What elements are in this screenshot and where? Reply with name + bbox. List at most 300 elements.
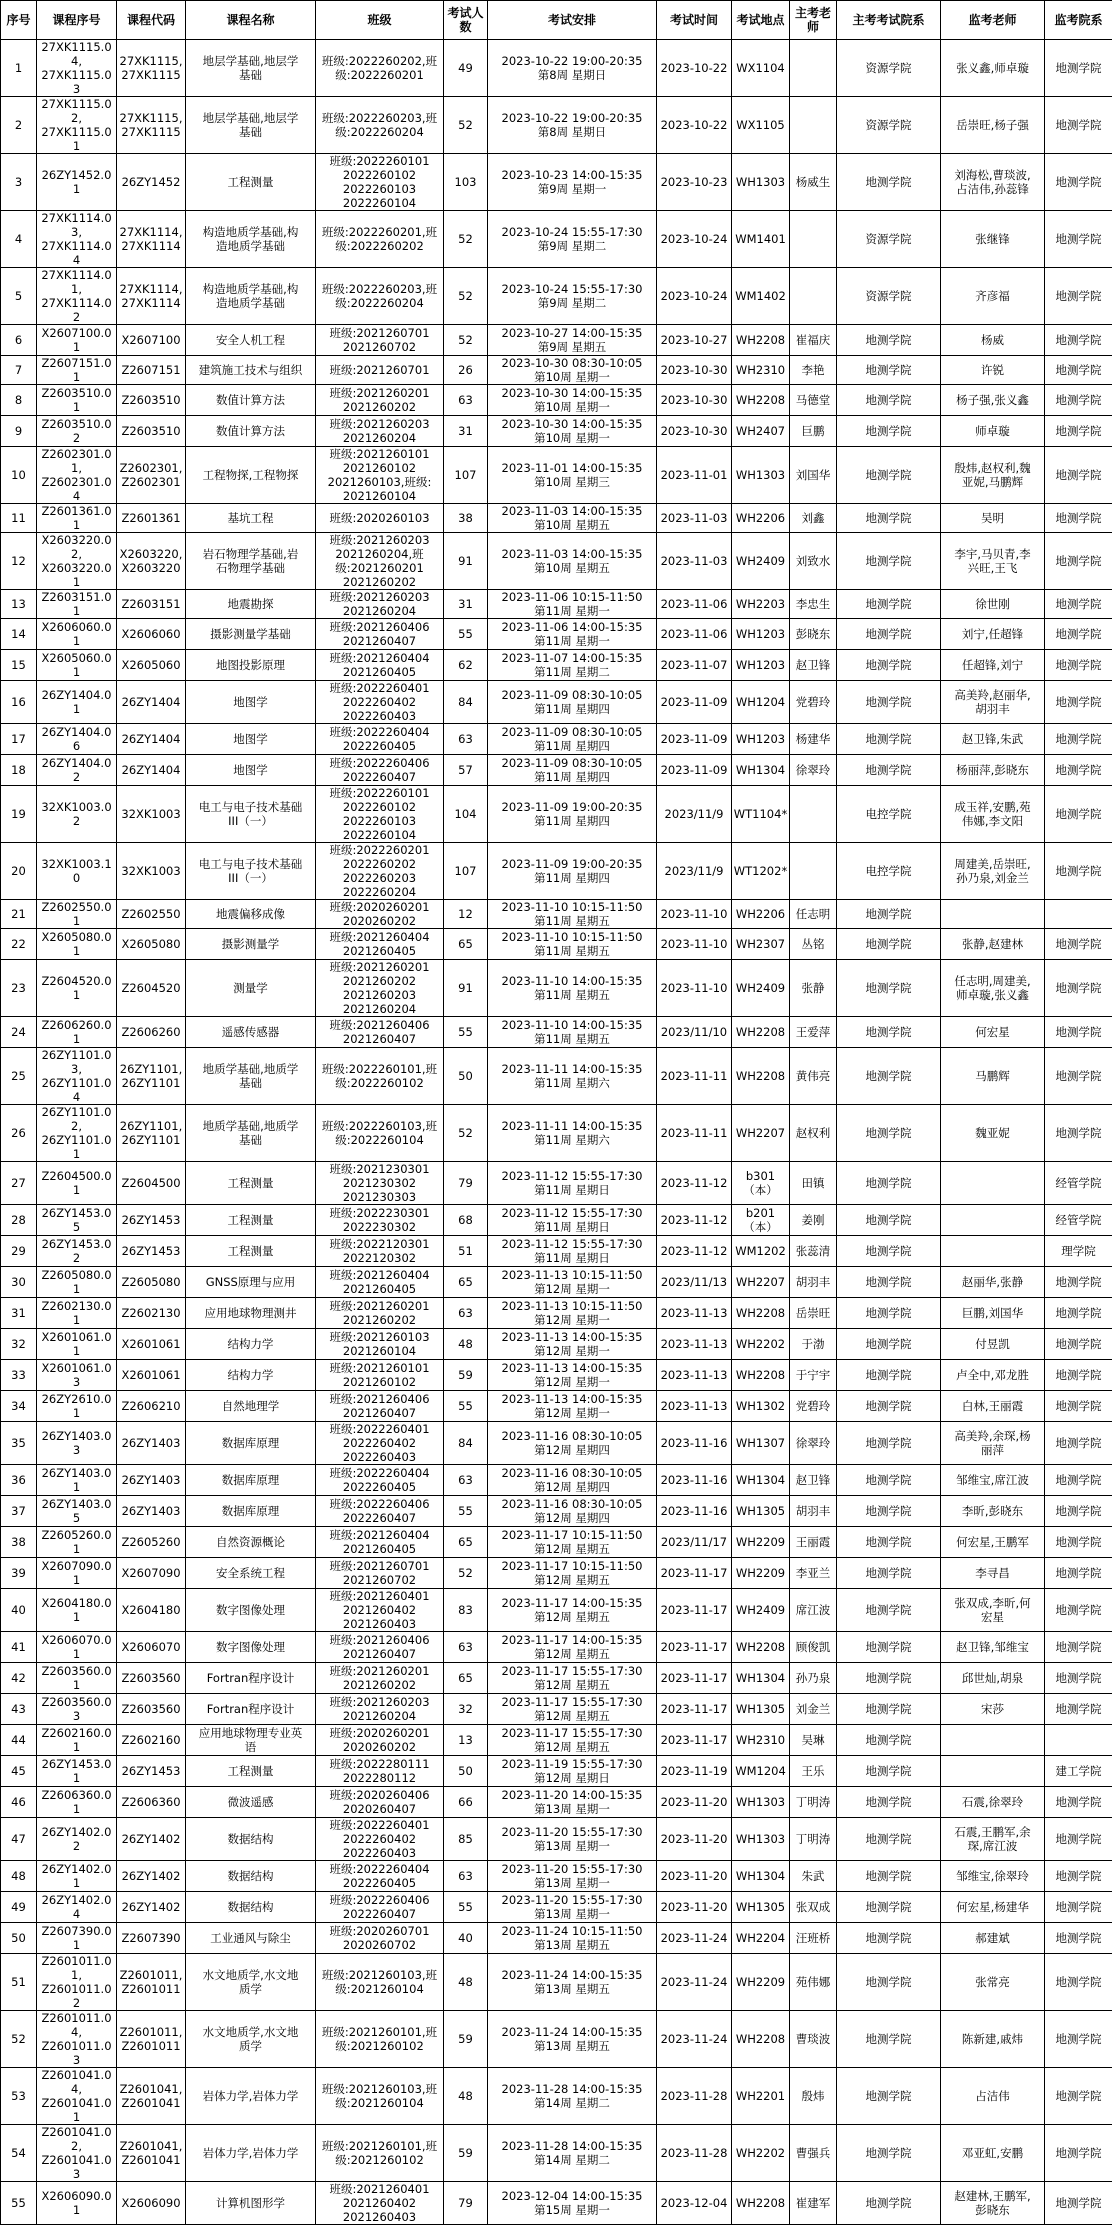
student-count-cell: [444, 1527, 488, 1558]
exam-room: WH1303: [733, 1832, 788, 1846]
exam-room-cell: [732, 1725, 790, 1756]
exam-schedule-cell: [488, 1787, 657, 1818]
exam-schedule: 2023-11-24 10:15-11:50 第13周 星期五: [489, 1924, 655, 1952]
invigilators: 任志明,周建美, 师卓璇,张义鑫: [942, 974, 1043, 1002]
exam-date: 2023-11-12: [658, 1176, 730, 1190]
course-code-cell: [117, 1589, 186, 1632]
exam-room: WX1105: [733, 118, 788, 132]
exam-date: 2023-11-28: [658, 2146, 730, 2160]
course-seq: 26ZY1404.06: [38, 725, 115, 753]
exam-date-cell: [657, 1360, 732, 1391]
col-header-exam-date-label: 考试时间: [658, 13, 730, 27]
course-seq: 32XK1003.10: [38, 857, 115, 885]
course-seq: X2605060.01: [38, 651, 115, 679]
chief-dept: 地测学院: [838, 1702, 939, 1716]
invigilator-dept: 地测学院: [1046, 1900, 1111, 1914]
class-list: 班级:2022260101 2022260102 2022260103 2022260104: [317, 786, 442, 842]
exam-date-cell: [657, 1892, 732, 1923]
invigilators: 许锐: [942, 363, 1043, 377]
class-list: 班级:2022260203,班 级:2022260204: [317, 111, 442, 139]
exam-room-cell: [732, 1818, 790, 1861]
table-row: [1, 2011, 1112, 2068]
exam-room-cell: [732, 1048, 790, 1105]
chief-examiner-cell: [790, 1663, 837, 1694]
course-name-cell: [186, 960, 316, 1017]
class-list-cell: [316, 2011, 444, 2068]
chief-examiner-cell: [790, 1465, 837, 1496]
table-row: [1, 1954, 1112, 2011]
course-code-cell: [117, 1017, 186, 1048]
student-count-cell: [444, 843, 488, 900]
row-index-cell: [1, 650, 37, 681]
course-seq-cell: [37, 325, 117, 356]
exam-room-cell: [732, 1787, 790, 1818]
course-code-cell: [117, 356, 186, 385]
chief-examiner-cell: [790, 416, 837, 447]
chief-dept-cell: [837, 755, 941, 786]
course-name: 地图学: [187, 763, 314, 777]
exam-date: 2023-10-22: [658, 118, 730, 132]
course-seq-cell: [37, 2182, 117, 2225]
exam-date: 2023/11/13: [658, 1275, 730, 1289]
student-count-cell: [444, 619, 488, 650]
chief-examiner-cell: [790, 900, 837, 929]
course-seq-cell: [37, 1527, 117, 1558]
invigilators: 李寻昌: [942, 1566, 1043, 1580]
exam-date: 2023-10-27: [658, 333, 730, 347]
invigilator-dept-cell: [1045, 1558, 1112, 1589]
exam-schedule: 2023-11-19 15:55-17:30 第12周 星期日: [489, 1757, 655, 1785]
invigilator-dept: 地测学院: [1046, 1025, 1111, 1039]
exam-room: WH2209: [733, 1566, 788, 1580]
course-seq-cell: [37, 619, 117, 650]
course-seq: 26ZY1403.01: [38, 1466, 115, 1494]
student-count-cell: [444, 1756, 488, 1787]
row-index-cell: [1, 533, 37, 590]
course-name: 地层学基础,地层学 基础: [187, 54, 314, 82]
student-count: 55: [445, 1025, 486, 1039]
exam-schedule-cell: [488, 1756, 657, 1787]
course-code: 26ZY1403: [118, 1504, 184, 1518]
course-code-cell: [117, 268, 186, 325]
student-count-cell: [444, 1298, 488, 1329]
course-code-cell: [117, 1725, 186, 1756]
course-code-cell: [117, 681, 186, 724]
invigilator-dept: 地测学院: [1046, 981, 1111, 995]
class-list-cell: [316, 1861, 444, 1892]
exam-schedule-cell: [488, 1558, 657, 1589]
col-header-exam-schedule: [488, 1, 657, 40]
exam-schedule: 2023-11-16 08:30-10:05 第12周 星期四: [489, 1466, 655, 1494]
table-row: [1, 1205, 1112, 1236]
invigilator-dept-cell: [1045, 356, 1112, 385]
course-code-cell: [117, 447, 186, 504]
class-list: 班级:2021260404 2021260405: [317, 651, 442, 679]
class-list: 班级:2021260701: [317, 363, 442, 377]
row-index-cell: [1, 1725, 37, 1756]
exam-date: 2023-11-13: [658, 1368, 730, 1382]
class-list: 班级:2021260103,班 级:2021260104: [317, 1968, 442, 1996]
course-name-cell: [186, 1923, 316, 1954]
student-count: 85: [445, 1832, 486, 1846]
table-row: [1, 1422, 1112, 1465]
row-index-cell: [1, 325, 37, 356]
exam-room: WH2407: [733, 424, 788, 438]
invigilator-dept-cell: [1045, 154, 1112, 211]
chief-examiner: 李亚兰: [791, 1566, 835, 1580]
exam-date: 2023/11/9: [658, 864, 730, 878]
row-index-cell: [1, 1465, 37, 1496]
exam-date: 2023-11-12: [658, 1244, 730, 1258]
chief-examiner: 党碧玲: [791, 1399, 835, 1413]
invigilators: 何宏星,杨建华: [942, 1900, 1043, 1914]
student-count: 52: [445, 289, 486, 303]
student-count: 68: [445, 1213, 486, 1227]
exam-schedule-cell: [488, 681, 657, 724]
invigilators-cell: [941, 1694, 1045, 1725]
exam-date: 2023-11-03: [658, 511, 730, 525]
exam-room-cell: [732, 385, 790, 416]
row-index-cell: [1, 1496, 37, 1527]
invigilators: 石震,王鹏军,余 琛,席江波: [942, 1825, 1043, 1853]
invigilator-dept-cell: [1045, 504, 1112, 533]
exam-schedule-cell: [488, 1422, 657, 1465]
course-code-cell: [117, 1818, 186, 1861]
course-seq-cell: [37, 1818, 117, 1861]
exam-schedule: 2023-10-30 08:30-10:05 第10周 星期一: [489, 356, 655, 384]
exam-date: 2023-11-10: [658, 981, 730, 995]
course-code-cell: [117, 755, 186, 786]
course-seq: 26ZY1453.05: [38, 1206, 115, 1234]
invigilators-cell: [941, 268, 1045, 325]
class-list: 班级:2021260103 2021260104: [317, 1330, 442, 1358]
invigilator-dept: 地测学院: [1046, 232, 1111, 246]
invigilator-dept: 地测学院: [1046, 1337, 1111, 1351]
exam-date: 2023-11-28: [658, 2089, 730, 2103]
chief-dept-cell: [837, 900, 941, 929]
exam-room: WH1303: [733, 468, 788, 482]
course-name-cell: [186, 843, 316, 900]
class-list-cell: [316, 1589, 444, 1632]
course-name-cell: [186, 929, 316, 960]
invigilator-dept: 地测学院: [1046, 2032, 1111, 2046]
course-code: Z2604500: [118, 1176, 184, 1190]
chief-examiner-cell: [790, 268, 837, 325]
course-code-cell: [117, 1632, 186, 1663]
chief-dept-cell: [837, 1162, 941, 1205]
class-list: 班级:2022260406 2022260407: [317, 1893, 442, 1921]
class-list-cell: [316, 1298, 444, 1329]
student-count: 103: [445, 175, 486, 189]
exam-schedule-cell: [488, 929, 657, 960]
chief-dept-cell: [837, 211, 941, 268]
invigilator-dept-cell: [1045, 1465, 1112, 1496]
table-row: [1, 900, 1112, 929]
chief-dept: 地测学院: [838, 1832, 939, 1846]
course-name: 工业通风与除尘: [187, 1931, 314, 1945]
exam-date-cell: [657, 154, 732, 211]
invigilators-cell: [941, 929, 1045, 960]
chief-dept: 地测学院: [838, 1275, 939, 1289]
course-code: X2606060: [118, 627, 184, 641]
course-code-cell: [117, 1422, 186, 1465]
course-seq-cell: [37, 1298, 117, 1329]
invigilator-dept: 地测学院: [1046, 1399, 1111, 1413]
exam-room: WH2208: [733, 1306, 788, 1320]
row-index: 40: [2, 1603, 35, 1617]
course-seq-cell: [37, 755, 117, 786]
student-count-cell: [444, 1360, 488, 1391]
class-list-cell: [316, 2182, 444, 2225]
course-code-cell: [117, 1663, 186, 1694]
course-seq-cell: [37, 1205, 117, 1236]
col-header-student-count-label: 考试人数: [445, 6, 486, 34]
class-list-cell: [316, 1391, 444, 1422]
chief-examiner: 王乐: [791, 1764, 835, 1778]
course-name-cell: [186, 1589, 316, 1632]
table-row: [1, 1236, 1112, 1267]
exam-room-cell: [732, 40, 790, 97]
course-seq: 26ZY1402.02: [38, 1825, 115, 1853]
student-count-cell: [444, 900, 488, 929]
student-count-cell: [444, 268, 488, 325]
row-index: 2: [2, 118, 35, 132]
exam-date: 2023-11-16: [658, 1436, 730, 1450]
invigilators: 徐世刚: [942, 597, 1043, 611]
row-index: 13: [2, 597, 35, 611]
course-code-cell: [117, 504, 186, 533]
class-list-cell: [316, 1558, 444, 1589]
chief-examiner-cell: [790, 1422, 837, 1465]
exam-room: WH2208: [733, 1640, 788, 1654]
invigilators: 杨子强,张义鑫: [942, 393, 1043, 407]
course-code: Z2603151: [118, 597, 184, 611]
invigilators-cell: [941, 1329, 1045, 1360]
course-seq-cell: [37, 1422, 117, 1465]
invigilator-dept-cell: [1045, 1725, 1112, 1756]
invigilator-dept-cell: [1045, 929, 1112, 960]
exam-schedule-cell: [488, 786, 657, 843]
exam-schedule-cell: [488, 960, 657, 1017]
row-index-cell: [1, 1162, 37, 1205]
exam-date-cell: [657, 1756, 732, 1787]
exam-date: 2023-11-10: [658, 937, 730, 951]
exam-date: 2023-11-09: [658, 732, 730, 746]
chief-dept: 地测学院: [838, 1176, 939, 1190]
course-name-cell: [186, 786, 316, 843]
chief-dept: 资源学院: [838, 289, 939, 303]
course-name: 自然资源概论: [187, 1535, 314, 1549]
class-list-cell: [316, 268, 444, 325]
class-list: 班级:2020260201 2020260202: [317, 900, 442, 928]
chief-examiner: 丁明涛: [791, 1795, 835, 1809]
student-count: 63: [445, 393, 486, 407]
course-seq-cell: [37, 1694, 117, 1725]
student-count-cell: [444, 1105, 488, 1162]
chief-dept-cell: [837, 1632, 941, 1663]
course-name-cell: [186, 268, 316, 325]
exam-schedule-cell: [488, 356, 657, 385]
table-row: [1, 1756, 1112, 1787]
exam-date-cell: [657, 1787, 732, 1818]
exam-schedule-cell: [488, 1205, 657, 1236]
course-seq-cell: [37, 1892, 117, 1923]
chief-examiner-cell: [790, 1861, 837, 1892]
course-seq-cell: [37, 2125, 117, 2182]
course-seq: X2605080.01: [38, 930, 115, 958]
invigilator-dept: 地测学院: [1046, 1931, 1111, 1945]
course-name-cell: [186, 1422, 316, 1465]
invigilators-cell: [941, 1892, 1045, 1923]
chief-examiner: 胡羽丰: [791, 1275, 835, 1289]
invigilator-dept-cell: [1045, 1694, 1112, 1725]
row-index-cell: [1, 1694, 37, 1725]
course-seq-cell: [37, 1923, 117, 1954]
course-name-cell: [186, 2125, 316, 2182]
class-list-cell: [316, 755, 444, 786]
row-index-cell: [1, 447, 37, 504]
exam-date-cell: [657, 416, 732, 447]
row-index-cell: [1, 590, 37, 619]
chief-examiner: 刘国华: [791, 468, 835, 482]
exam-date-cell: [657, 325, 732, 356]
student-count-cell: [444, 154, 488, 211]
course-code: 26ZY1453: [118, 1764, 184, 1778]
course-name: 地质学基础,地质学 基础: [187, 1062, 314, 1090]
invigilator-dept: 地测学院: [1046, 763, 1111, 777]
invigilators-cell: [941, 1162, 1045, 1205]
chief-dept: 地测学院: [838, 658, 939, 672]
student-count: 91: [445, 981, 486, 995]
invigilators-cell: [941, 1298, 1045, 1329]
row-index-cell: [1, 268, 37, 325]
course-name: 岩体力学,岩体力学: [187, 2089, 314, 2103]
invigilators-cell: [941, 650, 1045, 681]
exam-schedule-cell: [488, 447, 657, 504]
row-index: 49: [2, 1900, 35, 1914]
exam-schedule: 2023-11-09 08:30-10:05 第11周 星期四: [489, 725, 655, 753]
student-count: 59: [445, 2146, 486, 2160]
exam-date: 2023-10-30: [658, 393, 730, 407]
student-count-cell: [444, 1496, 488, 1527]
course-code: 26ZY1453: [118, 1244, 184, 1258]
exam-schedule: 2023-11-28 14:00-15:35 第14周 星期二: [489, 2082, 655, 2110]
course-name-cell: [186, 1892, 316, 1923]
row-index-cell: [1, 1632, 37, 1663]
class-list: 班级:2021260406 2021260407: [317, 1018, 442, 1046]
exam-schedule-cell: [488, 2068, 657, 2125]
chief-examiner: 刘金兰: [791, 1702, 835, 1716]
course-code: 27XK1115, 27XK1115: [118, 54, 184, 82]
chief-examiner-cell: [790, 154, 837, 211]
invigilator-dept-cell: [1045, 755, 1112, 786]
student-count-cell: [444, 97, 488, 154]
course-code-cell: [117, 786, 186, 843]
invigilator-dept-cell: [1045, 1360, 1112, 1391]
course-code: 26ZY1403: [118, 1473, 184, 1487]
student-count-cell: [444, 1632, 488, 1663]
exam-schedule: 2023-11-09 08:30-10:05 第11周 星期四: [489, 688, 655, 716]
class-list: 班级:2022260203,班 级:2022260204: [317, 282, 442, 310]
exam-schedule-cell: [488, 504, 657, 533]
course-code: 26ZY1101, 26ZY1101: [118, 1119, 184, 1147]
invigilators-cell: [941, 1048, 1045, 1105]
chief-dept-cell: [837, 97, 941, 154]
course-name-cell: [186, 1329, 316, 1360]
class-list-cell: [316, 1360, 444, 1391]
exam-room-cell: [732, 1205, 790, 1236]
chief-examiner-cell: [790, 1205, 837, 1236]
exam-room: WH2208: [733, 1368, 788, 1382]
row-index-cell: [1, 1298, 37, 1329]
chief-examiner-cell: [790, 1725, 837, 1756]
row-index: 48: [2, 1869, 35, 1883]
class-list: 班级:2021260404 2021260405: [317, 1268, 442, 1296]
course-seq: Z2606260.01: [38, 1018, 115, 1046]
table-row: [1, 268, 1112, 325]
invigilators: 刘宁,任超锋: [942, 627, 1043, 641]
row-index-cell: [1, 755, 37, 786]
exam-room: WH1304: [733, 1473, 788, 1487]
exam-schedule-cell: [488, 619, 657, 650]
student-count-cell: [444, 1589, 488, 1632]
exam-room: WH2209: [733, 1975, 788, 1989]
exam-room: WH2310: [733, 1733, 788, 1747]
exam-schedule: 2023-11-06 14:00-15:35 第11周 星期一: [489, 620, 655, 648]
invigilators: 李昕,彭晓东: [942, 1504, 1043, 1518]
course-code-cell: [117, 1558, 186, 1589]
course-seq: X2606060.01: [38, 620, 115, 648]
exam-date-cell: [657, 590, 732, 619]
exam-date: 2023-11-16: [658, 1473, 730, 1487]
exam-date-cell: [657, 356, 732, 385]
chief-dept-cell: [837, 1923, 941, 1954]
invigilators-cell: [941, 1105, 1045, 1162]
chief-dept: 地测学院: [838, 1069, 939, 1083]
table-row: [1, 590, 1112, 619]
class-list: 班级:2021260101,班 级:2021260102: [317, 2025, 442, 2053]
exam-room: WH2207: [733, 1126, 788, 1140]
exam-room: WH2409: [733, 1603, 788, 1617]
course-name-cell: [186, 590, 316, 619]
class-list: 班级:2021260203 2021260204,班 级:2021260201 2021260202: [317, 533, 442, 589]
chief-examiner-cell: [790, 1787, 837, 1818]
exam-date: 2023-10-30: [658, 363, 730, 377]
invigilator-dept-cell: [1045, 960, 1112, 1017]
chief-dept: 地测学院: [838, 468, 939, 482]
course-code: Z2601011, Z2601011: [118, 2025, 184, 2053]
course-name-cell: [186, 1267, 316, 1298]
table-row: [1, 1787, 1112, 1818]
invigilators-cell: [941, 755, 1045, 786]
col-header-exam-room: [732, 1, 790, 40]
course-seq-cell: [37, 1105, 117, 1162]
chief-dept: 地测学院: [838, 175, 939, 189]
row-index-cell: [1, 1422, 37, 1465]
course-seq-cell: [37, 1663, 117, 1694]
col-header-index-label: 序号: [2, 13, 35, 27]
student-count: 32: [445, 1702, 486, 1716]
invigilators-cell: [941, 1954, 1045, 2011]
course-seq-cell: [37, 447, 117, 504]
row-index: 27: [2, 1176, 35, 1190]
chief-dept-cell: [837, 1360, 941, 1391]
course-seq: 26ZY1101.02, 26ZY1101.01: [38, 1105, 115, 1161]
invigilators: 邱世灿,胡泉: [942, 1671, 1043, 1685]
row-index: 12: [2, 554, 35, 568]
invigilator-dept: 地测学院: [1046, 468, 1111, 482]
exam-date-cell: [657, 1391, 732, 1422]
